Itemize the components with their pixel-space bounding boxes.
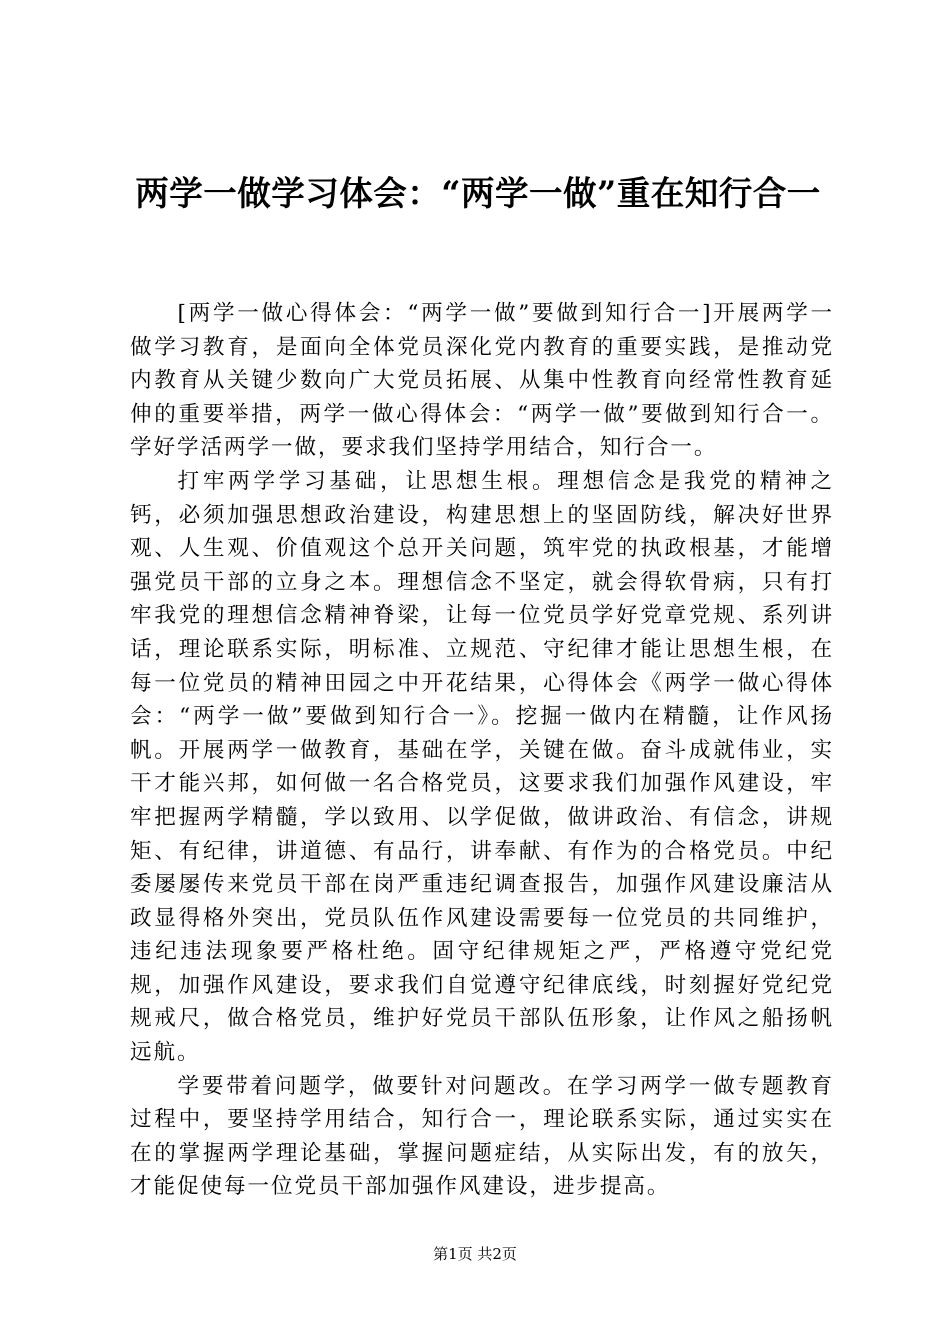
body-paragraph-2: 打牢两学学习基础，让思想生根。理想信念是我党的精神之钙，必须加强思想政治建设，构建思想上的坚固防线，解决好世界观、人生观、价值观这个总开关问题，筑牢党的执政根基，才能增强党员干部的立身之本。理想信念不坚定，就会得软骨病，只有打牢我党的理想信念精神脊梁，让每一位党员学好党章党规、系列讲话，理论联系实际，明标准、立规范、守纪律才能让思想生根，在每一位党员的精神田园之中开花结果，心得体会《两学一做心得体会：“两学一做”要做到知行合一》。挖掘一做内在精髓，让作风扬帆。开展两学一做教育，基础在学，关键在做。奋斗成就伟业，实干才能兴邦，如何做一名合格党员，这要求我们加强作风建设，牢牢把握两学精髓，学以致用、以学促做，做讲政治、有信念，讲规矩、有纪律，讲道德、有品行，讲奉献、有作为的合格党员。中纪委屡屡传来党员干部在岗严重违纪调查报告，加强作风建设廉洁从政显得格外突出，党员队伍作风建设需要每一位党员的共同维护，违纪违法现象要严格杜绝。固守纪律规矩之严，严格遵守党纪党规，加强作风建设，要求我们自觉遵守纪律底线，时刻握好党纪党规戒尺，做合格党员，维护好党员干部队伍形象，让作风之船扬帆远航。 (130, 468, 834, 1066)
document-body (130, 297, 834, 1204)
page-number-footer: 第1页 共2页 (433, 1245, 517, 1263)
body-paragraph-3: 学要带着问题学，做要针对问题改。在学习两学一做专题教育过程中，要坚持学用结合，知行合一，理论联系实际，通过实实在在的掌握两学理论基础，掌握问题症结，从实际出发，有的放矢，才能促使每一位党员干部加强作风建设，进步提高。 (130, 1073, 834, 1200)
body-paragraph-1: [两学一做心得体会：“两学一做”要做到知行合一]开展两学一做学习教育，是面向全体党员深化党内教育的重要实践，是推动党内教育从关键少数向广大党员拓展、从集中性教育向经常性教育延伸的重要举措，两学一做心得体会：“两学一做”要做到知行合一。学好学活两学一做，要求我们坚持学用结合，知行合一。 (130, 301, 834, 461)
document-title: 两学一做学习体会：“两学一做”重在知行合一 (135, 174, 821, 213)
